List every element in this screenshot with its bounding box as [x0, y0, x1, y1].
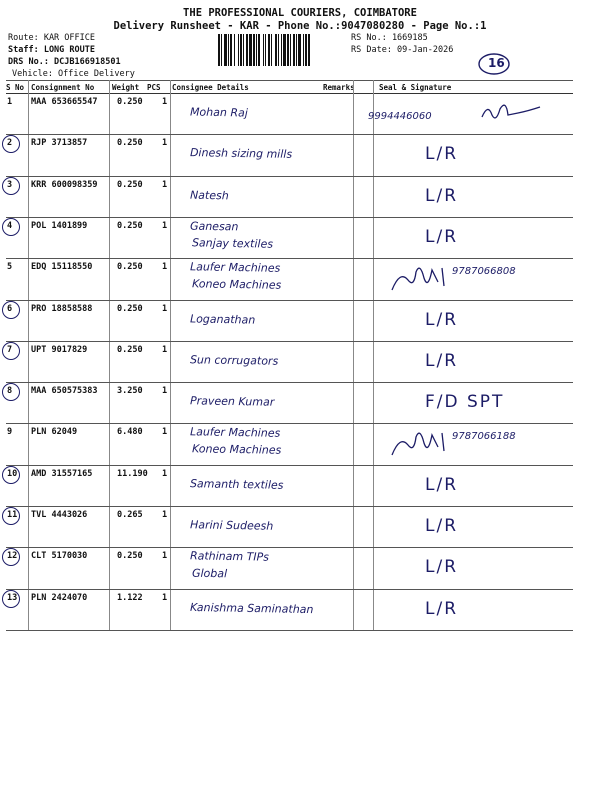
rs-date: RS Date: 09-Jan-2026 — [351, 45, 454, 55]
weight-value: 0.250 — [117, 551, 143, 562]
receiver-phone: 9994446060 — [368, 111, 432, 122]
consignment-number: KRR 600098359 — [31, 179, 98, 190]
delivery-remark: L/R — [425, 226, 459, 247]
consignee-name: Ganesan — [189, 219, 239, 234]
barcode-bar — [218, 34, 220, 66]
weight-value: 0.250 — [117, 344, 143, 355]
staff-label: Staff: LONG ROUTE — [8, 45, 95, 55]
pieces-count: 1 — [162, 179, 168, 190]
delivery-remark: L/R — [425, 185, 459, 206]
barcode-bar — [253, 34, 255, 66]
receiver-signature — [386, 260, 456, 294]
pieces-count: 1 — [162, 551, 168, 562]
barcode-bar — [283, 34, 286, 66]
weight-value: 1.122 — [117, 592, 143, 603]
weight-value: 0.250 — [117, 220, 143, 231]
consignee-name-line2: Global — [191, 566, 228, 581]
pieces-count: 1 — [162, 262, 168, 273]
consignment-number: RJP 3713857 — [31, 138, 88, 149]
row-divider — [6, 217, 573, 218]
route-label: Route: KAR OFFICE — [8, 33, 95, 43]
table-header-rule — [6, 93, 573, 94]
pieces-count: 1 — [162, 592, 168, 603]
consignment-number: EDQ 15118550 — [31, 262, 93, 273]
delivery-remark: L/R — [425, 350, 459, 371]
rs-number: RS No.: 1669185 — [351, 33, 428, 43]
weight-value: 11.190 — [117, 468, 148, 479]
barcode-bar — [298, 34, 301, 66]
row-divider — [6, 382, 573, 383]
consignment-number: MAA 653665547 — [31, 97, 98, 107]
consignee-name-line2: Sanjay textiles — [191, 236, 274, 251]
row-divider — [6, 630, 573, 631]
company-title: THE PROFESSIONAL COURIERS, COIMBATORE — [183, 7, 417, 19]
barcode-bar — [238, 34, 239, 66]
serial-circle-mark — [2, 507, 20, 525]
col-consignment: Consignment No — [31, 83, 95, 92]
consignee-name: Natesh — [189, 188, 229, 202]
weight-value: 3.250 — [117, 386, 143, 397]
barcode-bar — [303, 34, 304, 66]
barcode-bar — [249, 34, 252, 66]
consignee-name: Dinesh sizing mills — [189, 146, 293, 162]
row-divider — [6, 176, 573, 177]
barcode-bar — [243, 34, 244, 66]
receiver-signature — [478, 95, 548, 129]
page-mark — [479, 55, 509, 75]
row-divider — [6, 589, 573, 590]
row-serial-number: 6 — [7, 303, 13, 314]
consignment-number: PLN 2424070 — [31, 592, 88, 603]
row-serial-number: 7 — [7, 344, 13, 355]
vehicle-label: Vehicle: Office Delivery — [12, 69, 135, 79]
barcode-bar — [256, 34, 257, 66]
barcode-bar — [281, 34, 282, 66]
barcode-bar — [221, 34, 222, 66]
serial-circle-mark — [2, 218, 20, 236]
weight-value: 0.250 — [117, 97, 143, 107]
row-divider — [6, 134, 573, 135]
pieces-count: 1 — [162, 97, 168, 107]
row-serial-number: 10 — [7, 468, 18, 479]
serial-circle-mark — [2, 301, 20, 319]
row-serial-number: 1 — [7, 97, 13, 107]
barcode-bar — [271, 34, 272, 66]
pieces-count: 1 — [162, 220, 168, 231]
col-consignee: Consignee Details — [172, 83, 249, 92]
col-seal: Seal & Signature — [379, 83, 452, 92]
row-divider — [6, 300, 573, 301]
row-serial-number: 4 — [7, 220, 13, 231]
delivery-remark: L/R — [425, 309, 459, 330]
row-divider — [6, 423, 573, 424]
row-divider — [6, 506, 573, 507]
consignee-name-line2: Koneo Machines — [191, 442, 282, 458]
consignee-name: Rathinam TIPs — [189, 549, 270, 564]
serial-circle-mark — [2, 548, 20, 566]
barcode-bar — [240, 34, 242, 66]
consignee-name: Mohan Raj — [189, 105, 248, 120]
pieces-count: 1 — [162, 138, 168, 149]
row-divider — [6, 341, 573, 342]
col-sno: S No — [6, 83, 25, 92]
barcode-bar — [265, 34, 266, 66]
weight-value: 0.250 — [117, 303, 143, 314]
weight-value: 0.250 — [117, 138, 143, 149]
serial-circle-mark — [2, 177, 20, 195]
consignee-name: Praveen Kumar — [189, 394, 275, 409]
delivery-remark: L/R — [425, 144, 459, 165]
weight-value: 0.250 — [117, 262, 143, 273]
barcode-bar — [275, 34, 277, 66]
consignment-number: MAA 650575383 — [31, 386, 98, 397]
consignee-name: Loganathan — [189, 311, 256, 327]
row-serial-number: 5 — [7, 262, 13, 273]
barcode-bar — [234, 34, 235, 66]
consignee-name: Kanishma Saminathan — [189, 600, 314, 616]
pieces-count: 1 — [162, 427, 168, 438]
serial-circle-mark — [2, 466, 20, 484]
consignment-number: TVL 4443026 — [31, 510, 88, 520]
row-serial-number: 8 — [7, 386, 13, 397]
weight-value: 6.480 — [117, 427, 143, 438]
barcode-bar — [290, 34, 291, 66]
barcode-bar — [305, 34, 307, 66]
col-weight: Weight — [112, 83, 140, 92]
pieces-count: 1 — [162, 468, 168, 479]
row-divider — [6, 465, 573, 466]
consignee-name: Harini Sudeesh — [189, 518, 274, 533]
serial-circle-mark — [2, 590, 20, 608]
runsheet-subtitle: Delivery Runsheet - KAR - Phone No.:9047080280 - Page No.:1 — [113, 20, 487, 32]
consignment-number: PLN 62049 — [31, 427, 78, 438]
receiver-phone: 9787066808 — [452, 266, 516, 278]
consignee-name: Laufer Machines — [189, 260, 281, 275]
barcode-bar — [296, 34, 297, 66]
pieces-count: 1 — [162, 344, 168, 355]
row-serial-number: 3 — [7, 179, 13, 190]
barcode-bar — [258, 34, 260, 66]
delivery-remark: L/R — [425, 474, 459, 495]
pieces-count: 1 — [162, 510, 168, 520]
row-serial-number: 9 — [7, 427, 13, 438]
weight-value: 0.250 — [117, 179, 143, 190]
drs-number: DRS No.: DCJB166918501 — [8, 57, 121, 67]
barcode-bar — [228, 34, 229, 66]
row-serial-number: 13 — [7, 592, 18, 603]
row-serial-number: 12 — [7, 551, 18, 562]
barcode-bar — [246, 34, 248, 66]
barcode-bar — [278, 34, 279, 66]
weight-value: 0.265 — [117, 510, 143, 520]
consignment-number: AMD 31557165 — [31, 468, 93, 479]
receiver-signature — [386, 425, 456, 459]
page-mark-number: 16 — [488, 56, 505, 70]
barcode-bar — [268, 34, 270, 66]
col-pcs: PCS — [147, 83, 161, 92]
delivery-remark: F/D SPT — [425, 392, 505, 413]
consignment-number: PRO 18858588 — [31, 303, 93, 314]
barcode — [218, 34, 346, 66]
consignee-name: Samanth textiles — [189, 476, 284, 492]
barcode-bar — [224, 34, 227, 66]
barcode-bar — [230, 34, 232, 66]
row-serial-number: 2 — [7, 138, 13, 149]
barcode-bar — [293, 34, 295, 66]
barcode-bar — [263, 34, 264, 66]
consignment-number: CLT 5170030 — [31, 551, 88, 562]
receiver-phone: 9787066188 — [452, 431, 516, 443]
table-top-rule — [6, 80, 573, 81]
consignment-number: UPT 9017829 — [31, 344, 88, 355]
serial-circle-mark — [2, 342, 20, 360]
col-remarks: Remarks — [323, 83, 355, 92]
row-divider — [6, 258, 573, 259]
serial-circle-mark — [2, 383, 20, 401]
row-serial-number: 11 — [7, 510, 18, 520]
barcode-bar — [287, 34, 289, 66]
serial-circle-mark — [2, 135, 20, 153]
delivery-remark: L/R — [425, 557, 459, 578]
consignment-number: POL 1401899 — [31, 220, 88, 231]
delivery-remark: L/R — [425, 598, 459, 619]
delivery-remark: L/R — [425, 516, 459, 536]
pieces-count: 1 — [162, 303, 168, 314]
consignee-name: Sun corrugators — [189, 353, 279, 368]
consignee-name-line2: Koneo Machines — [191, 277, 282, 292]
consignee-name: Laufer Machines — [189, 425, 281, 441]
pieces-count: 1 — [162, 386, 168, 397]
row-divider — [6, 547, 573, 548]
barcode-bar — [308, 34, 310, 66]
